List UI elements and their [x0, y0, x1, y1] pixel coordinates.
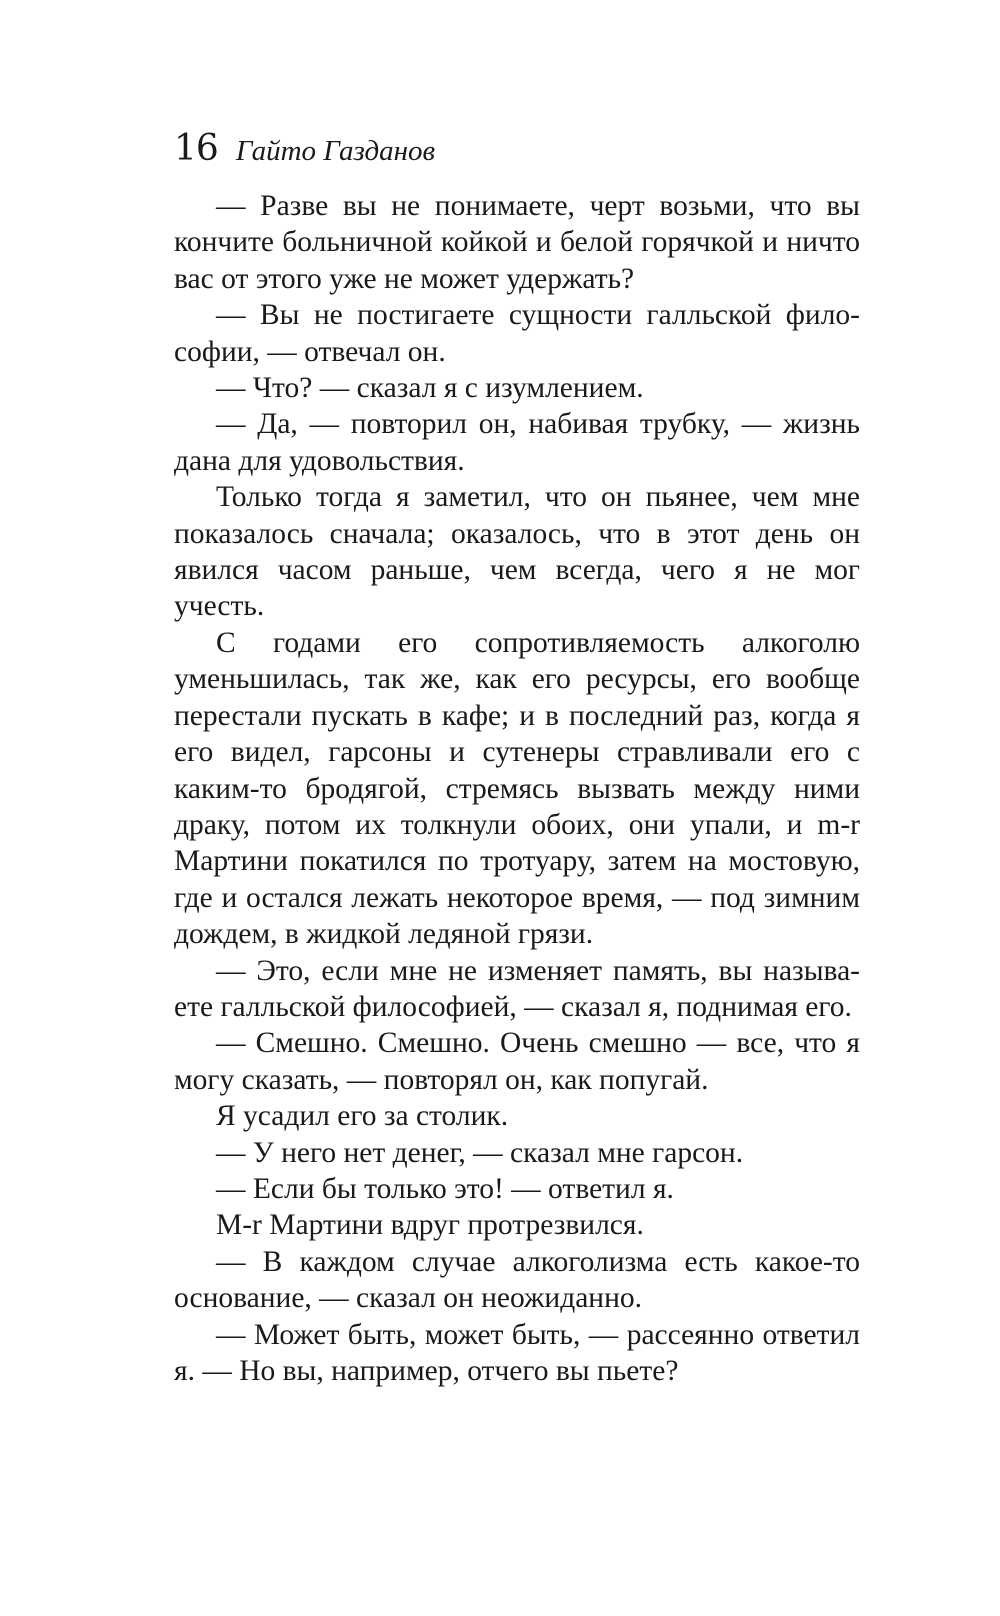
paragraph: — У него нет денег, — сказал мне гарсон. [216, 1136, 744, 1169]
paragraph: — Да, — повторил он, набивая трубку, — жизнь дана для удовольствия. [174, 408, 860, 477]
paragraph: — Если бы только это! — ответил я. [216, 1172, 674, 1205]
page-number: 16 [174, 128, 218, 169]
paragraph: — В каждом случае алкоголизма есть какое-то основание, — сказал он неожиданно. [174, 1245, 860, 1315]
paragraph: — Может быть, может быть, — рассеянно ответил я. — Но вы, например, отчего вы пьете? [174, 1318, 860, 1387]
body-text [174, 188, 860, 1389]
running-head [174, 128, 860, 180]
paragraph: M-r Мартини вдруг протрезвился. [216, 1209, 644, 1242]
paragraph: — Вы не постигаете сущности галльской философии, — отвечал он. [174, 299, 860, 368]
paragraph: — Смешно. Смешно. Очень смешно — все, что я могу сказать, — повторял он, как попугай. [174, 1027, 860, 1096]
paragraph: — Что? — сказал я с изумлением. [216, 372, 644, 405]
paragraph: С годами его сопротивляемость алкоголю уменьшилась, так же, как его ресурсы, его вообще перестали пускать в кафе; и в последний раз, когда я его видел, гарсоны и сутенеры стравливали его с каким-то бродягой, стремясь вызвать между ними драку, потом их толкнули обоих, они упали, и m-r Мартини покатился по тротуару, затем на мостовую, где и остался лежать некоторое время, — под зимним дождем, в жидкой ледяной грязи. [174, 626, 860, 951]
book-page [174, 128, 860, 1389]
paragraph: Только тогда я заметил, что он пьянее, чем мне показалось сначала; оказалось, что в этот день он явился часом раньше, чем всегда, чего я не мог учесть. [174, 481, 860, 623]
paragraph: Я усадил его за столик. [216, 1100, 509, 1133]
paragraph: — Разве вы не понимаете, черт возьми, что вы кончите больничной койкой и белой горячкой и ничто вас от этого уже не может удержать? [174, 190, 860, 295]
paragraph: — Это, если мне не изменяет память, вы называете галльской философией, — сказал я, поднимая его. [174, 954, 860, 1023]
author-name: Гайто Газданов [235, 135, 436, 167]
